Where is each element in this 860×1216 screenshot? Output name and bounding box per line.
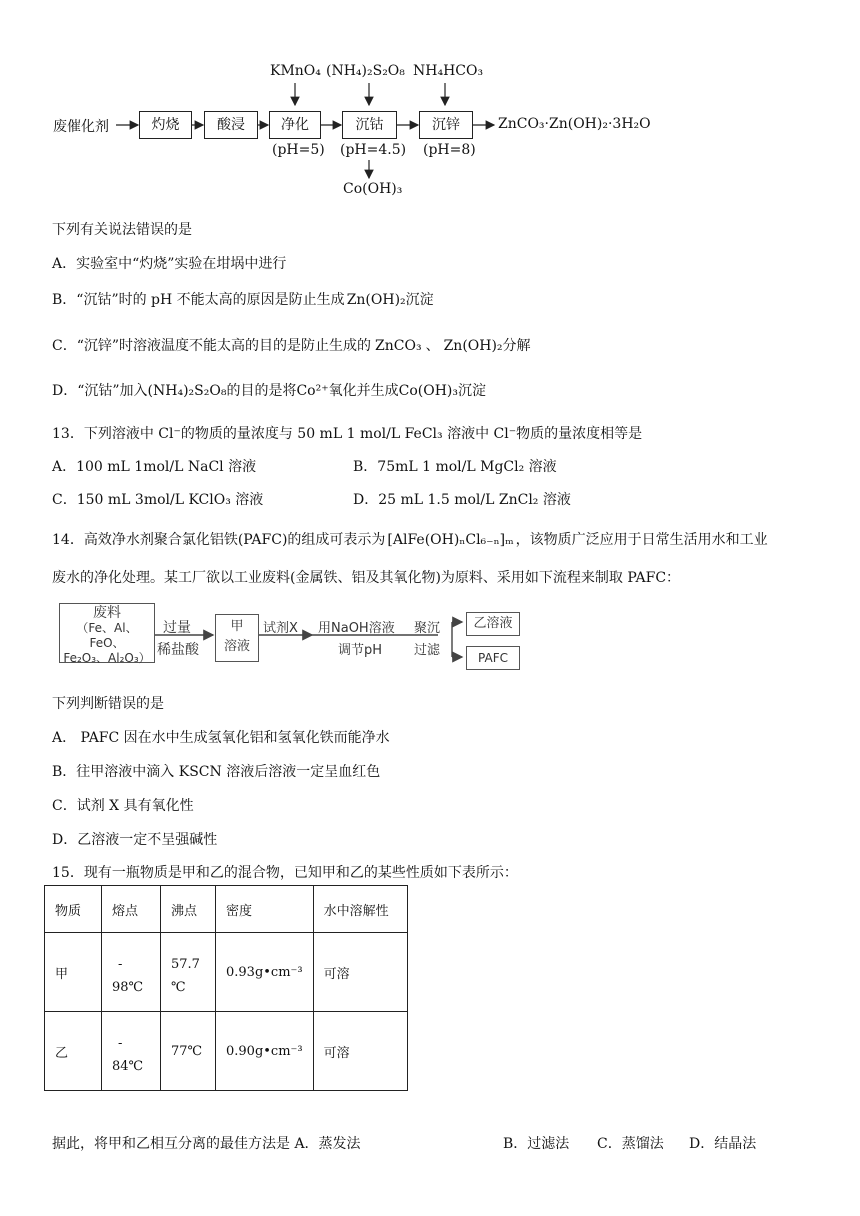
flow-step-zinc-precipitation: 沉锌 — [419, 111, 473, 139]
table-row: 乙 - 84℃ 77℃ 0.90g•cm⁻³ 可溶 — [45, 1012, 408, 1091]
reagent-nh4hco3: NH₄HCO₃ — [413, 63, 484, 79]
flow-step-purify: 净化 — [269, 111, 321, 139]
q12-stem: 下列有关说法错误的是 — [52, 222, 192, 238]
properties-table — [44, 885, 408, 1091]
by-product-cobalt-hydroxide: Co(OH)₃ — [343, 181, 403, 197]
header-substance: 物质 — [45, 886, 102, 933]
arrow4-label-bottom: 过滤 — [414, 643, 441, 658]
reagent-persulfate: (NH₄)₂S₂O₈ — [326, 63, 405, 79]
header-melting-point: 熔点 — [102, 886, 161, 933]
q12-option-d: D．“沉钴”加入(NH₄)₂S₂O₈的目的是将Co²⁺氧化并生成Co(OH)₃沉淀 — [52, 383, 486, 399]
flow-start-label: 废催化剂 — [53, 119, 109, 135]
arrow3-label-bottom: 调节pH — [338, 643, 383, 658]
q14-option-c: C．试剂 X 具有氧化性 — [52, 798, 194, 814]
formula-co-oh-3: Co(OH)₃ — [398, 383, 458, 399]
header-density: 密度 — [216, 886, 314, 933]
header-solubility: 水中溶解性 — [313, 886, 407, 933]
formula-zn-oh-2: Zn(OH)₂ — [443, 338, 503, 354]
flow-step-roast: 灼烧 — [139, 111, 192, 139]
flow-step-acid-leach: 酸浸 — [204, 111, 258, 139]
table-row: 甲 - 98℃ 57.7 ℃ 0.93g•cm⁻³ 可溶 — [45, 933, 408, 1012]
flow-step-cobalt-precipitation: 沉钴 — [342, 111, 397, 139]
q13-option-b: B．75mL 1 mol/L MgCl₂ 溶液 — [353, 459, 557, 475]
arrow4-label-top: 聚沉 — [414, 621, 441, 636]
q13-option-c: C．150 mL 3mol/L KClO₃ 溶液 — [52, 492, 264, 508]
q14-option-d: D．乙溶液一定不呈强碱性 — [52, 832, 218, 848]
q15-stem: 15．现有一瓶物质是甲和乙的混合物，已知甲和乙的某些性质如下表所示： — [52, 865, 518, 881]
q14-option-a: A． PAFC 因在水中生成氢氧化铝和氢氧化铁而能净水 — [52, 730, 390, 746]
q14-option-b: B．往甲溶液中滴入 KSCN 溶液后溶液一定呈血红色 — [52, 764, 381, 780]
arrow1-label-bottom: 稀盐酸 — [157, 642, 199, 658]
pafc-output-product: PAFC — [466, 646, 520, 670]
formula-ammonium-persulfate: (NH₄)₂S₂O₈ — [147, 383, 227, 399]
arrow3-label-top: 用NaOH溶液 — [318, 621, 395, 636]
q15-option-b: B．过滤法 — [503, 1136, 570, 1152]
q14-ask: 下列判断错误的是 — [52, 696, 164, 712]
q14-stem-line2: 废水的净化处理。某工厂欲以工业废料(金属铁、铝及其氧化物)为原料、采用如下流程来制取 PAFC： — [52, 570, 681, 586]
q15-option-c: C．蒸馏法 — [597, 1136, 664, 1152]
flow-product: ZnCO₃·Zn(OH)₂·3H₂O — [498, 116, 651, 132]
q15-conclusion-option-a: 据此，将甲和乙相互分离的最佳方法是 A．蒸发法 — [52, 1136, 361, 1152]
header-boiling-point: 沸点 — [161, 886, 216, 933]
q13-stem: 13．下列溶液中 Cl⁻的物质的量浓度与 50 mL 1 mol/L FeCl₃ 溶液中 Cl⁻物质的量浓度相等是 — [52, 426, 643, 442]
q15-option-d: D．结晶法 — [689, 1136, 757, 1152]
q13-option-d: D．25 mL 1.5 mol/L ZnCl₂ 溶液 — [353, 492, 571, 508]
table-header-row — [45, 886, 408, 933]
formula-pafc: [AlFe(OH)ₙCl₆₋ₙ]ₘ — [387, 532, 514, 548]
ph-purify: (pH=5) — [272, 142, 325, 158]
flowchart-arrows — [0, 0, 860, 205]
q12-option-a: A．实验室中“灼烧”实验在坩埚中进行 — [52, 256, 287, 272]
ph-zinc: (pH=8) — [423, 142, 476, 158]
arrow1-label-top: 过量 — [163, 620, 191, 636]
q12-option-b: B．“沉钴”时的 pH 不能太高的原因是防止生成 Zn(OH)₂沉淀 — [52, 292, 434, 308]
q14-stem-line1: 14．高效净水剂聚合氯化铝铁(PAFC)的组成可表示为 [AlFe(OH)ₙCl₆₋ₙ]ₘ ，该物质广泛应用于日常生活用水和工业 — [52, 532, 768, 548]
reagent-kmno4: KMnO₄ — [270, 63, 321, 79]
pafc-output-solution-b: 乙溶液 — [466, 612, 520, 636]
formula-znco3: ZnCO₃ — [375, 338, 422, 354]
q12-option-c: C．“沉锌”时溶液温度不能太高的目的是防止生成的 ZnCO₃ 、 Zn(OH)₂分解 — [52, 338, 531, 354]
pafc-raw-material-box: 废料 （Fe、Al、FeO、 Fe₂O₃、Al₂O₃） — [59, 603, 155, 663]
ion-co2plus: Co²⁺ — [296, 383, 329, 399]
arrow2-label-top: 试剂X — [263, 621, 298, 636]
pafc-solution-a-box: 甲 溶液 — [215, 614, 259, 662]
q13-option-a: A．100 mL 1mol/L NaCl 溶液 — [52, 459, 257, 475]
formula-zn-oh-2: Zn(OH)₂ — [346, 292, 406, 308]
ph-cobalt: (pH=4.5) — [340, 142, 407, 158]
